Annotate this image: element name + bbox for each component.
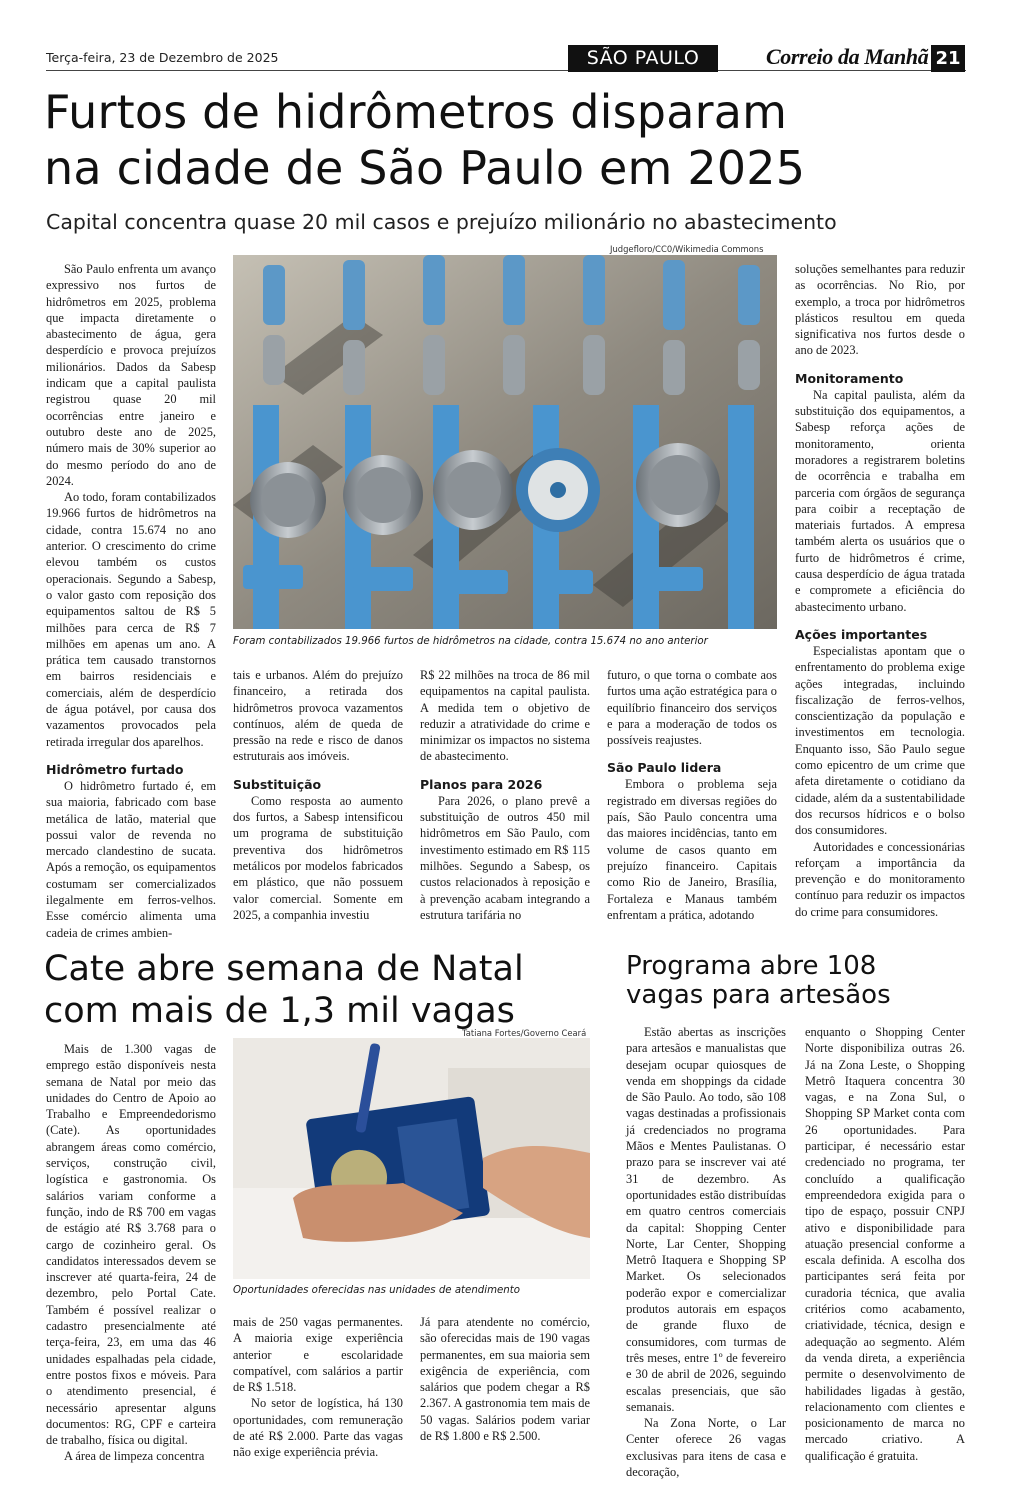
subheading: Hidrômetro furtado [46, 761, 184, 777]
subheading: Ações importantes [795, 626, 928, 642]
paragraph: No setor de logística, há 130 oportunidades, com remuneração de até R$ 2.000. Parte das vagas não exige experiência prévia. [233, 1396, 403, 1460]
main-col-4 [607, 667, 777, 923]
headline-line-2: na cidade de São Paulo em 2025 [44, 141, 806, 195]
paragraph: São Paulo enfrenta um avanço expressivo nos furtos de hidrômetros em 2025, problema que impacta diretamente o abastecimento de água, gera desperdício e provoca prejuízos milionários. Dados da Sabesp indicam que a capital paulista registrou quase 20 mil ocorrências entre janeiro e outubro deste ano de 2025, número mais de 30% superior ao do mesmo período do ano de 2024. [46, 262, 216, 488]
subheading: Planos para 2026 [420, 776, 543, 792]
paragraph: R$ 22 milhões na troca de 86 mil equipamentos na capital paulista. A medida tem o objetivo de reduzir a atratividade do crime e minimizar os impactos no sistema de abastecimento. [420, 668, 590, 764]
main-col-3 [420, 667, 590, 923]
header-rule [46, 70, 966, 71]
story3-headline [626, 952, 891, 1010]
story3-headline-line-1: Programa abre 108 [626, 951, 877, 981]
paragraph: tais e urbanos. Além do prejuízo financeiro, a retirada dos hidrômetros provoca vazamentos contínuos, além de queda de pressão na rede e risco de danos estruturais aos imóveis. [233, 668, 403, 764]
page-number: 21 [931, 45, 965, 72]
story2-col-3 [420, 1314, 590, 1444]
main-col-2 [233, 667, 403, 923]
paragraph: Ao todo, foram contabilizados 19.966 furtos de hidrômetros na cidade, contra 15.674 no ano anterior. O crescimento do crime elevou também os custos operacionais. Segundo a Sabesp, o valor gasto com reposição dos equipamentos saltou de R$ 5 milhões para cerca de R$ 7 milhões em apenas um ano. A prática tem causado transtornos em bairros residenciais e comerciais, além de desperdício de água potável, por causa dos vazamentos provocados pela retirada irregular dos aparelhos. [46, 490, 216, 749]
story2-headline-line-2: com mais de 1,3 mil vagas [44, 991, 515, 1031]
headline [44, 84, 805, 196]
subheading: Monitoramento [795, 370, 904, 386]
paragraph: Na capital paulista, além da substituição dos equipamentos, a Sabesp reforça ações de monitoramento, orienta moradores a registrarem boletins de ocorrência e trabalha em parceria com órgãos de segurança para coibir a receptação de materiais furtados. A empresa também alerta os usuários que o furto de hidrômetros é crime, causa desperdício de água tratada e compromete a eficiência do abastecimento urbano. [795, 387, 965, 614]
story2-col-2 [233, 1314, 403, 1461]
subheading: Substituição [233, 776, 322, 792]
paragraph: Embora o problema seja registrado em diversas regiões do país, São Paulo concentra uma das maiores incidências, tanto em volume de casos quanto em prejuízo financeiro. Capitais como Rio de Janeiro, Brasília, Fortaleza e Manaus também enfrentam a prática, adotando [607, 777, 777, 922]
paragraph: futuro, o que torna o combate aos furtos uma ação estratégica para o equilíbrio financeiro dos serviços e para a moderação de todos os possíveis reajustes. [607, 668, 777, 748]
main-photo-caption: Foram contabilizados 19.966 furtos de hidrômetros na cidade, contra 15.674 no ano anterior [233, 636, 708, 647]
brand-logo: Correio da Manhã [766, 44, 929, 69]
section-label: SÃO PAULO [568, 45, 718, 72]
paragraph: Para 2026, o plano prevê a substituição de outros 450 mil hidrômetros em São Paulo, com investimento estimado em R$ 115 milhões. Segundo a Sabesp, os custos relacionados à reposição e à prevenção acabam integrando a estrutura tarifária no [420, 793, 590, 922]
paragraph: enquanto o Shopping Center Norte disponibiliza outras 26. Já na Zona Leste, o Shopping Metrô Itaquera concentra 30 vagas, e na Zona Sul, o Shopping SP Market conta com 26 oportunidades. Para participar, é necessário estar credenciado no programa, ter concluído a qualificação empreendedora exigida para o tipo de espaço, possuir CNPJ ativo e disponibilidade para atuação presencial conforme a escala definida. A escolha dos participantes será feita por curadoria técnica, que avalia critérios como acabamento, criatividade, técnica, design e adequação ao segmento. Além da venda direta, a experiência permite o desenvolvimento de habilidades ligadas à gestão, relacionamento com clientes e posicionamento de marca no mercado criativo. A qualificação é gratuita. [805, 1025, 965, 1463]
paragraph: O hidrômetro furtado é, em sua maioria, fabricado com base metálica de latão, material que possui valor de revenda no mercado clandestino de sucata. Após a remoção, os equipamentos costumam ser comercializados ilegalmente em ferros-velhos. Esse comércio alimenta uma cadeia de crimes ambien- [46, 778, 216, 940]
paragraph: Na Zona Norte, o Lar Center oferece 26 vagas exclusivas para itens de casa e decoração, [626, 1416, 786, 1480]
paragraph: A área de limpeza concentra [64, 1449, 205, 1464]
work-card-illustration [233, 1038, 590, 1279]
paragraph: Como resposta ao aumento dos furtos, a Sabesp intensificou um programa de substituição preventiva dos hidrômetros metálicos por modelos fabricados em plástico, que não possuem valor comercial. Somente em 2025, a companhia investiu [233, 793, 403, 922]
subheading: São Paulo lidera [607, 760, 722, 776]
water-meters-photo [233, 255, 777, 629]
story2-photo-caption: Oportunidades oferecidas nas unidades de atendimento [233, 1285, 520, 1296]
story3-col-1 [626, 1024, 786, 1480]
story2-col-1 [46, 1041, 216, 1465]
header-date: Terça-feira, 23 de Dezembro de 2025 [46, 50, 279, 65]
story3-col-2 [805, 1024, 965, 1464]
paragraph: Especialistas apontam que o enfrentamento do problema exige ações integradas, incluindo fiscalização de ferros-velhos, conscientização da população e investimentos em tecnologia. Enquanto isso, São Paulo segue como epicentro de um crime que afeta diretamente o cotidiano da cidade, além da a sustentabilidade dos recursos hídricos e o bolso dos consumidores. [795, 643, 965, 838]
paragraph: soluções semelhantes para reduzir as ocorrências. No Rio, por exemplo, a troca por hidrômetros plásticos resultou em queda significativa nos furtos desde o ano de 2023. [795, 262, 965, 358]
story2-headline-line-1: Cate abre semana de Natal [44, 949, 524, 989]
main-col-5 [795, 261, 965, 920]
photo-credit: Judgefloro/CC0/Wikimedia Commons [610, 244, 764, 254]
paragraph: Já para atendente no comércio, são oferecidas mais de 190 vagas permanentes, em sua maioria sem exigência de experiência, com salários que podem chegar a R$ 2.367. A gastronomia tem mais de 50 vagas. Salários podem variar de R$ 1.800 e R$ 2.500. [420, 1315, 590, 1444]
headline-line-1: Furtos de hidrômetros disparam [44, 85, 788, 139]
subheadline: Capital concentra quase 20 mil casos e prejuízo milionário no abastecimento [46, 210, 837, 234]
paragraph: Autoridades e concessionárias reforçam a importância da prevenção e do monitoramento contínuo para reduzir os impactos do crime para consumidores. [795, 839, 965, 919]
paragraph: mais de 250 vagas permanentes. A maioria exige experiência anterior e escolaridade compatível, com salários a partir de R$ 1.518. [233, 1315, 403, 1395]
paragraph: Estão abertas as inscrições para artesãos e manualistas que desejam ocupar quiosques de venda em shoppings da cidade de São Paulo. Ao todo, são 108 vagas destinadas a profissionais já credenciados no programa Mãos e Mentes Paulistanas. O prazo para se inscrever vai até 31 de dezembro. As oportunidades estão distribuídas em quatro centros comerciais da capital: Shopping Center Norte, Lar Center, Shopping Metrô Itaquera e Shopping SP Market. Os selecionados poderão expor e comercializar produtos autorais em espaços de grande fluxo de consumidores, com turmas de três meses, entre 1º de fevereiro e 30 de abril de 2026, seguindo escalas presenciais, que são semanais. [626, 1025, 786, 1414]
paragraph: Mais de 1.300 vagas de emprego estão disponíveis nesta semana de Natal por meio das unidades do Centro de Apoio ao Trabalho e Empreendedorismo (Cate). As oportunidades abrangem áreas como comércio, serviços, construção civil, logística e gastronomia. Os salários variam conforme a função, indo de R$ 700 em vagas de estágio até R$ 3.768 para o cargo de cozinheiro geral. Os candidatos interessados devem se inscrever até quarta-feira, 24 de dezembro, pelo Portal Cate. Também é possível realizar o cadastro presencialmente até terça-feira, 23, em uma das 46 unidades espalhadas pela cidade, entre postos fixos e móveis. Para o atendimento presencial, é necessário apresentar alguns documentos: RG, CPF e carteira de trabalho, física ou digital. [46, 1042, 216, 1448]
story2-photo-credit: Tatiana Fortes/Governo Ceará [462, 1028, 587, 1038]
story3-headline-line-2: vagas para artesãos [626, 980, 891, 1010]
water-meters-illustration [233, 255, 777, 629]
work-card-photo [233, 1038, 590, 1279]
main-col-1 [46, 261, 216, 941]
story2-headline [44, 948, 524, 1032]
